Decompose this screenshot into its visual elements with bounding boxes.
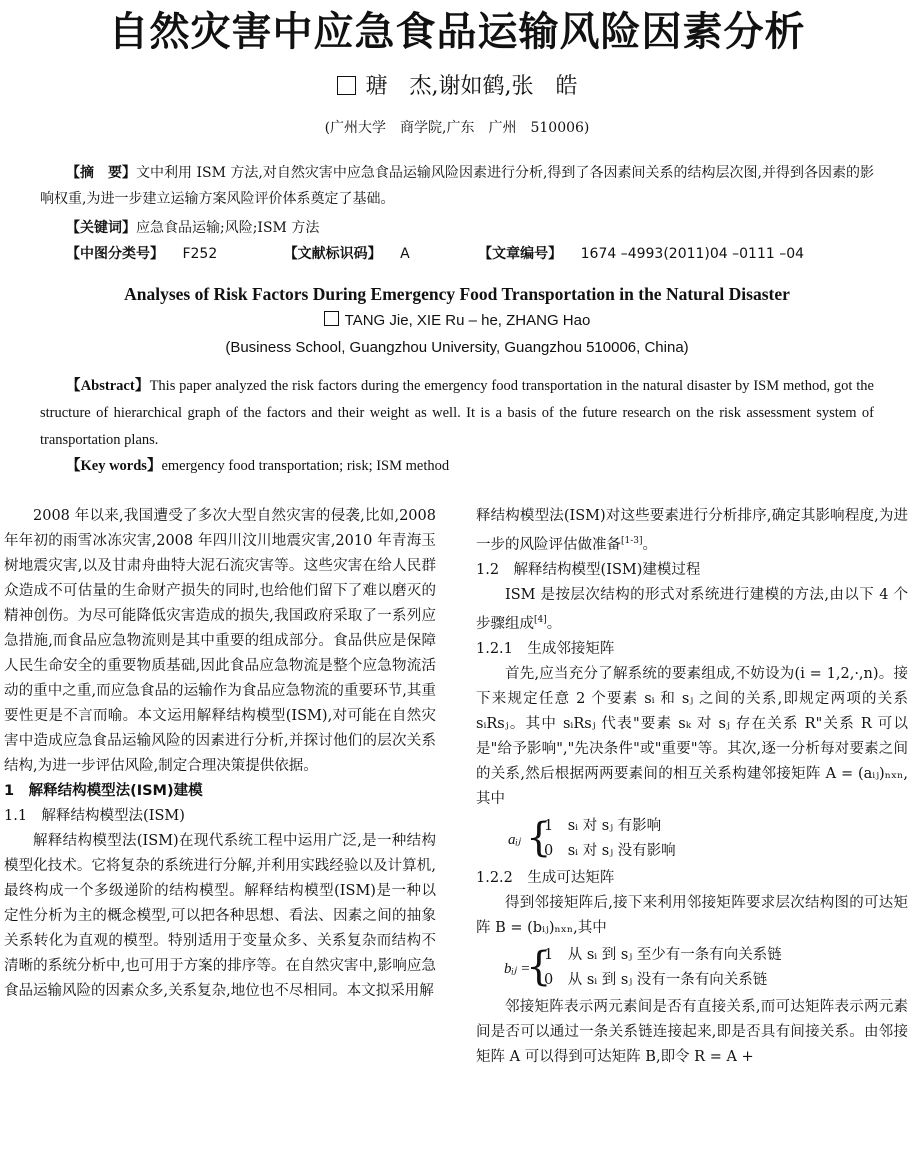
doc-id-label: 【文献标识码】 [283, 246, 382, 262]
keywords-label: 【关键词】 [66, 220, 136, 236]
subsection-heading: 1.2.1 生成邻接矩阵 [476, 640, 615, 657]
body-paragraph [476, 504, 908, 558]
english-authors-text: TANG Jie, XIE Ru – he, ZHANG Hao [344, 312, 591, 329]
keywords-text: 应急食品运输;风险;ISM 方法 [136, 220, 320, 236]
body-paragraph [476, 583, 908, 637]
abstract-text: 文中利用 ISM 方法,对自然灾害中应急食品运输风险因素进行分析,得到了各因素间关系的结构层次图,并得到各因素的影响权重,为进一步建立运输方案风险评价体系奠定了基础。 [40, 165, 874, 207]
formula-case-1: 1 从 sᵢ 到 sⱼ 至少有一条有向关系链 [544, 946, 782, 963]
checkbox-icon [337, 76, 356, 95]
affiliation: (广州大学 商学院,广东 广州 510006) [324, 120, 590, 136]
citation: [4] [534, 614, 547, 625]
brace-icon: { [526, 943, 552, 990]
english-keywords [66, 454, 449, 475]
checkbox-icon [324, 311, 339, 326]
abstract-label: 【摘 要】 [66, 165, 137, 181]
formula-case-0: 0 从 sᵢ 到 sⱼ 没有一条有向关系链 [544, 971, 768, 988]
paper-title: 自然灾害中应急食品运输风险因素分析 [108, 9, 806, 55]
subsection-heading: 1.2 解释结构模型(ISM)建模过程 [476, 561, 701, 578]
body-text: 。 [546, 615, 562, 632]
formula-variable: aᵢⱼ [508, 831, 521, 848]
article-no-value: 1674 –4993(2011)04 –0111 –04 [580, 246, 805, 262]
section-heading: 1 解释结构模型法(ISM)建模 [4, 783, 203, 799]
body-paragraph: 得到邻接矩阵后,接下来利用邻接矩阵要求层次结构图的可达矩阵 B = (bᵢⱼ)ₙₓₙ,其中 [476, 894, 908, 936]
article-no-label: 【文章编号】 [478, 246, 563, 262]
subsection-heading: 1.1 解释结构模型法(ISM) [4, 808, 185, 824]
clc-value: F252 [182, 246, 218, 262]
subsection-heading: 1.2.2 生成可达矩阵 [476, 869, 615, 886]
english-authors [0, 311, 914, 329]
citation: [1-3] [621, 536, 643, 546]
authors-text: 瑭 杰,谢如鹤,张 皓 [365, 74, 578, 99]
english-abstract-text: This paper analyzed the risk factors during the emergency food transportation in the natural disaster by ISM method, got the structure of hierarchical graph of the factors and their weight as well. It is a basis of the future research on the risk assessment system of transportation plans. [40, 378, 874, 448]
adjacency-formula [476, 814, 908, 864]
english-abstract-label: 【Abstract】 [66, 378, 150, 394]
body-text: ISM 是按层次结构的形式对系统进行建模的方法,由以下 4 个步骤组成 [476, 586, 908, 632]
english-abstract [40, 373, 874, 454]
reachability-formula [476, 943, 908, 993]
left-column [4, 504, 436, 1004]
authors [0, 72, 914, 102]
abstract-cn [40, 160, 874, 212]
english-keywords-label: 【Key words】 [66, 458, 162, 474]
body-text: 释结构模型法(ISM)对这些要素进行分析排序,确定其影响程度,为进一步的风险评估做准备 [476, 508, 908, 553]
body-paragraph: 邻接矩阵表示两元素间是否有直接关系,而可达矩阵表示两元素间是否可以通过一条关系链连接起来,即是否具有间接关系。由邻接矩阵 A 可以得到可达矩阵 B,即令 R = A + [476, 998, 908, 1065]
formula-case-0: 0 sᵢ 对 sⱼ 没有影响 [544, 842, 676, 859]
doc-id-value: A [400, 246, 410, 262]
body-paragraph: 首先,应当充分了解系统的要素组成,不妨设为(i = 1,2,·,n)。接下来规定任意 2 个要素 sᵢ 和 sⱼ 之间的关系,即规定两项的关系 sᵢRsⱼ。其中 sᵢRsⱼ 代表"要素 sₖ 对 sⱼ 存在关系 R"关系 R 可以是"给予影响","先决条件"或"重要"等。其次,逐一分析每对要素之间的关系,然后根据两两要素间的相互关系构建邻接矩阵 A = (aᵢⱼ)ₙₓₙ,其中 [476, 665, 908, 807]
formula-variable: bᵢⱼ = [504, 960, 531, 977]
classification-row [66, 242, 804, 266]
intro-paragraph: 2008 年以来,我国遭受了多次大型自然灾害的侵袭,比如,2008 年年初的雨雪冰冻灾害,2008 年四川汶川地震灾害,2010 年青海玉树地震灾害,以及甘肃舟曲特大泥石流灾害等。这些灾害在给人民群众造成不可估量的生命财产损失的同时,也给他们留下了难以磨灭的精神创伤。为尽可能降低灾害造成的损失,我国政府采取了一系列应急措施,而食品应急物流则是其中重要的组成部分。食品供应是保障人民生命安全的重要物质基础,因此食品应急物流是整个应急物流活动的重中之重,而应急食品的运输作为食品应急物流的重要环节,其重要性更是不言而喻。本文运用解释结构模型(ISM),对可能在自然灾害中造成应急食品运输风险的因素进行分析,并探讨他们的层次关系结构,为进一步评估风险,制定合理决策提供依据。 [4, 508, 436, 774]
english-title: Analyses of Risk Factors During Emergency Food Transportation in the Natural Disaster [124, 284, 790, 304]
formula-case-1: 1 sᵢ 对 sⱼ 有影响 [544, 817, 662, 834]
right-column [476, 504, 908, 1070]
clc-label: 【中图分类号】 [66, 246, 164, 262]
english-keywords-text: emergency food transportation; risk; ISM method [161, 458, 450, 474]
body-paragraph: 解释结构模型法(ISM)在现代系统工程中运用广泛,是一种结构模型化技术。它将复杂的系统进行分解,并利用实践经验以及计算机,最终构成一个多级递阶的结构模型。解释结构模型(ISM)是一种以定性分析为主的概念模型,可以把各种思想、看法、因素之间的抽象关系转化为直观的模型。特别适用于变量众多、关系复杂而结构不清晰的系统分析中,也可用于方案的排序等。在自然灾害中,影响应急食品运输风险的因素众多,关系复杂,地位也不尽相同。本文拟采用解 [4, 833, 436, 999]
keywords-cn [66, 216, 319, 240]
english-affiliation: (Business School, Guangzhou University, Guangzhou 510006, China) [225, 339, 689, 356]
body-text: 。 [642, 536, 658, 553]
brace-icon: { [526, 814, 552, 861]
